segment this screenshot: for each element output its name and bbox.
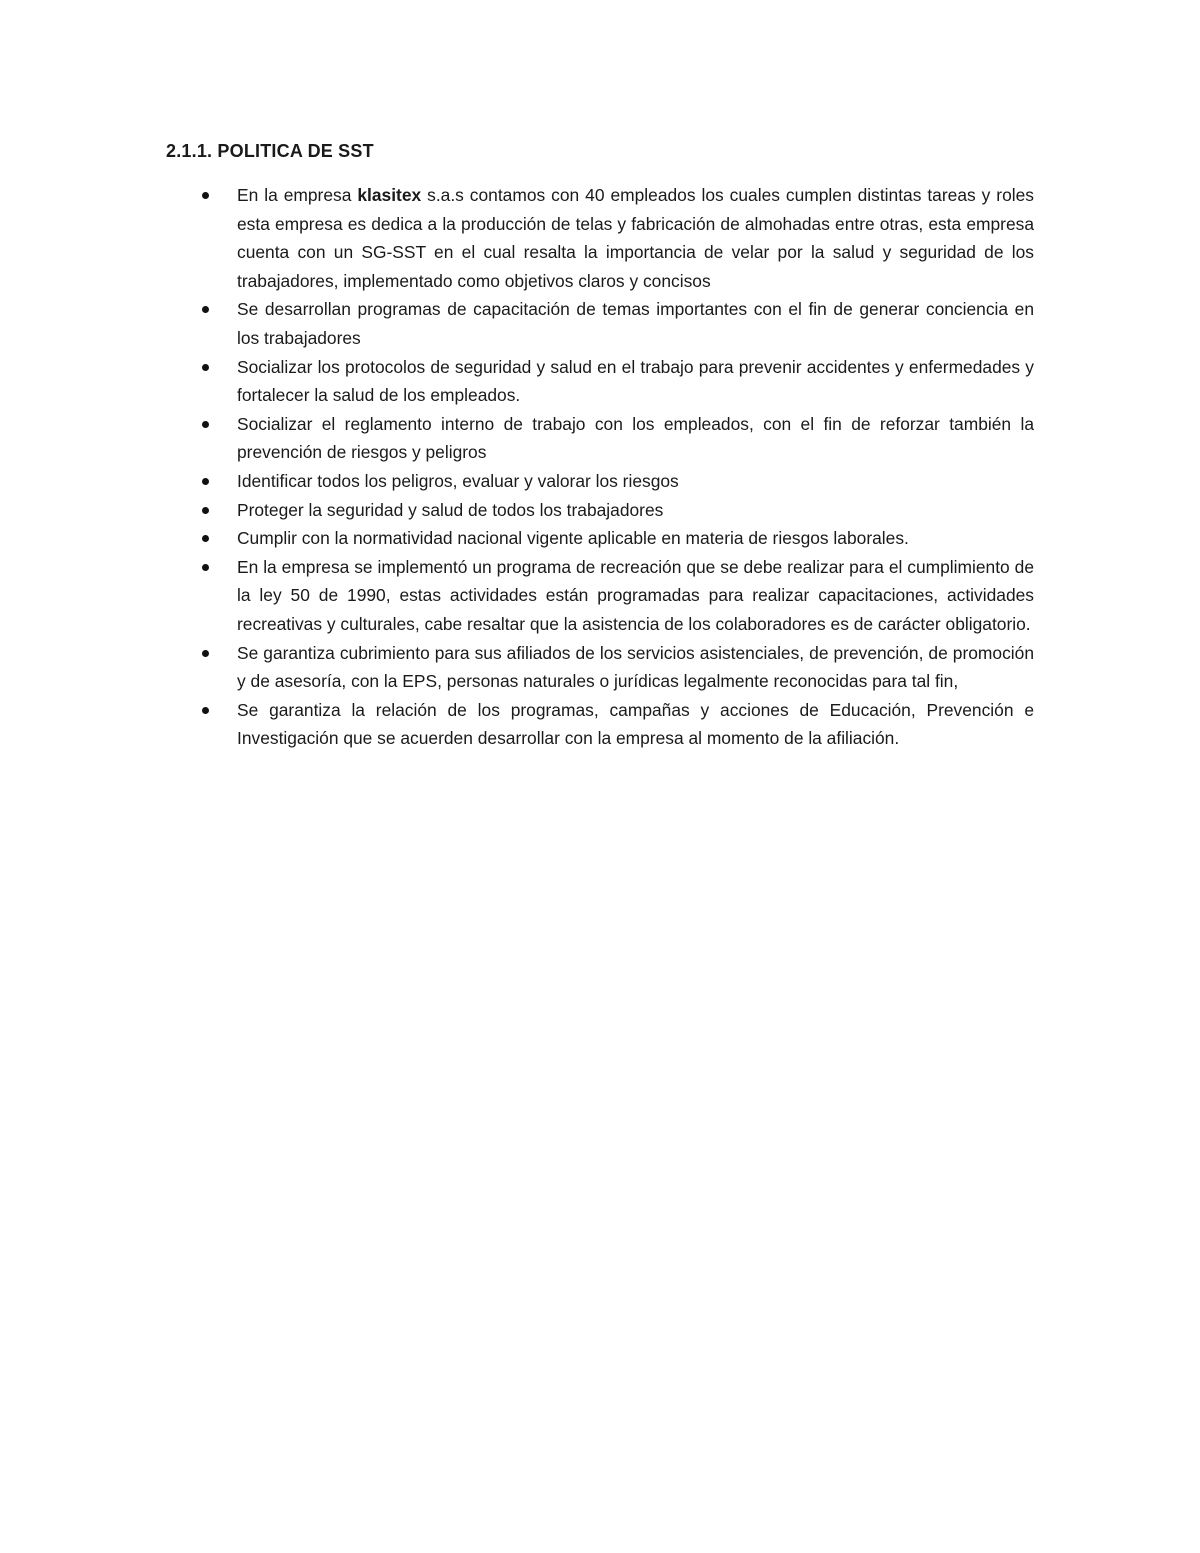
bullet-text: Socializar el reglamento interno de trabajo con los empleados, con el fin de reforzar también la prevención de riesgos y peligros (237, 413, 1034, 463)
company-intro-suffix: s.a.s contamos con 40 empleados los cuales cumplen distintas tareas y roles esta empresa es dedica a la producción de telas y fabricación de almohadas entre otras, esta empresa cuenta con un SG-SST en el cual resalta la importancia de velar por la salud y seguridad de los trabajadores, implementado como objetivos claros y concisos (237, 185, 1034, 291)
bullet-text: Se desarrollan programas de capacitación de temas importantes con el fin de generar conciencia en los trabajadores (237, 299, 1034, 348)
policy-bullet-list (200, 181, 1034, 753)
bullet-icon (202, 564, 209, 571)
bullet-icon (202, 421, 209, 428)
bullet-text: Socializar los protocolos de seguridad y salud en el trabajo para prevenir accidentes y enfermedades y fortalecer la salud de los empleados. (237, 356, 1034, 406)
bullet-item-recreation-program (200, 553, 1034, 639)
bullet-item-hazard-identification (200, 467, 1034, 496)
bullet-item-training (200, 295, 1034, 352)
section-heading: 2.1.1. POLITICA DE SST (166, 141, 374, 161)
bullet-text: En la empresa se implementó un programa de recreación que se debe realizar para el cumplimiento de la ley 50 de 1990, estas actividades están programadas para realizar capacitaciones, actividades recreativas y culturales, cabe resaltar que la asistencia de los colaboradores es de carácter obligatorio. (237, 556, 1034, 634)
bullet-item-protect-workers (200, 496, 1034, 525)
bullet-icon (202, 478, 209, 485)
bullet-icon (202, 306, 209, 313)
bullet-text: Proteger la seguridad y salud de todos los trabajadores (237, 499, 664, 520)
bullet-icon (202, 507, 209, 514)
bullet-icon (202, 707, 209, 714)
bullet-item-coverage (200, 639, 1034, 696)
bullet-text: Identificar todos los peligros, evaluar y valorar los riesgos (237, 470, 679, 491)
bullet-icon (202, 364, 209, 371)
bullet-icon (202, 650, 209, 657)
bullet-item-regulations (200, 524, 1034, 553)
company-intro-prefix: En la empresa (237, 185, 358, 205)
bullet-icon (202, 192, 209, 199)
bullet-icon (202, 535, 209, 542)
bullet-item-protocols (200, 353, 1034, 410)
bullet-text: Cumplir con la normatividad nacional vigente aplicable en materia de riesgos laborales. (237, 528, 909, 549)
bullet-text: Se garantiza la relación de los programas, campañas y acciones de Educación, Prevención e Investigación que se acuerden desarrollar con la empresa al momento de la afiliación. (237, 699, 1034, 749)
bullet-item-internal-rules (200, 410, 1034, 467)
bullet-text: Se garantiza cubrimiento para sus afiliados de los servicios asistenciales, de prevención, de promoción y de asesoría, con la EPS, personas naturales o jurídicas legalmente reconocidas para tal fin, (237, 642, 1034, 692)
bullet-item-program-relation (200, 696, 1034, 753)
company-name: klasitex (357, 185, 422, 205)
bullet-item-company-description (200, 181, 1034, 295)
